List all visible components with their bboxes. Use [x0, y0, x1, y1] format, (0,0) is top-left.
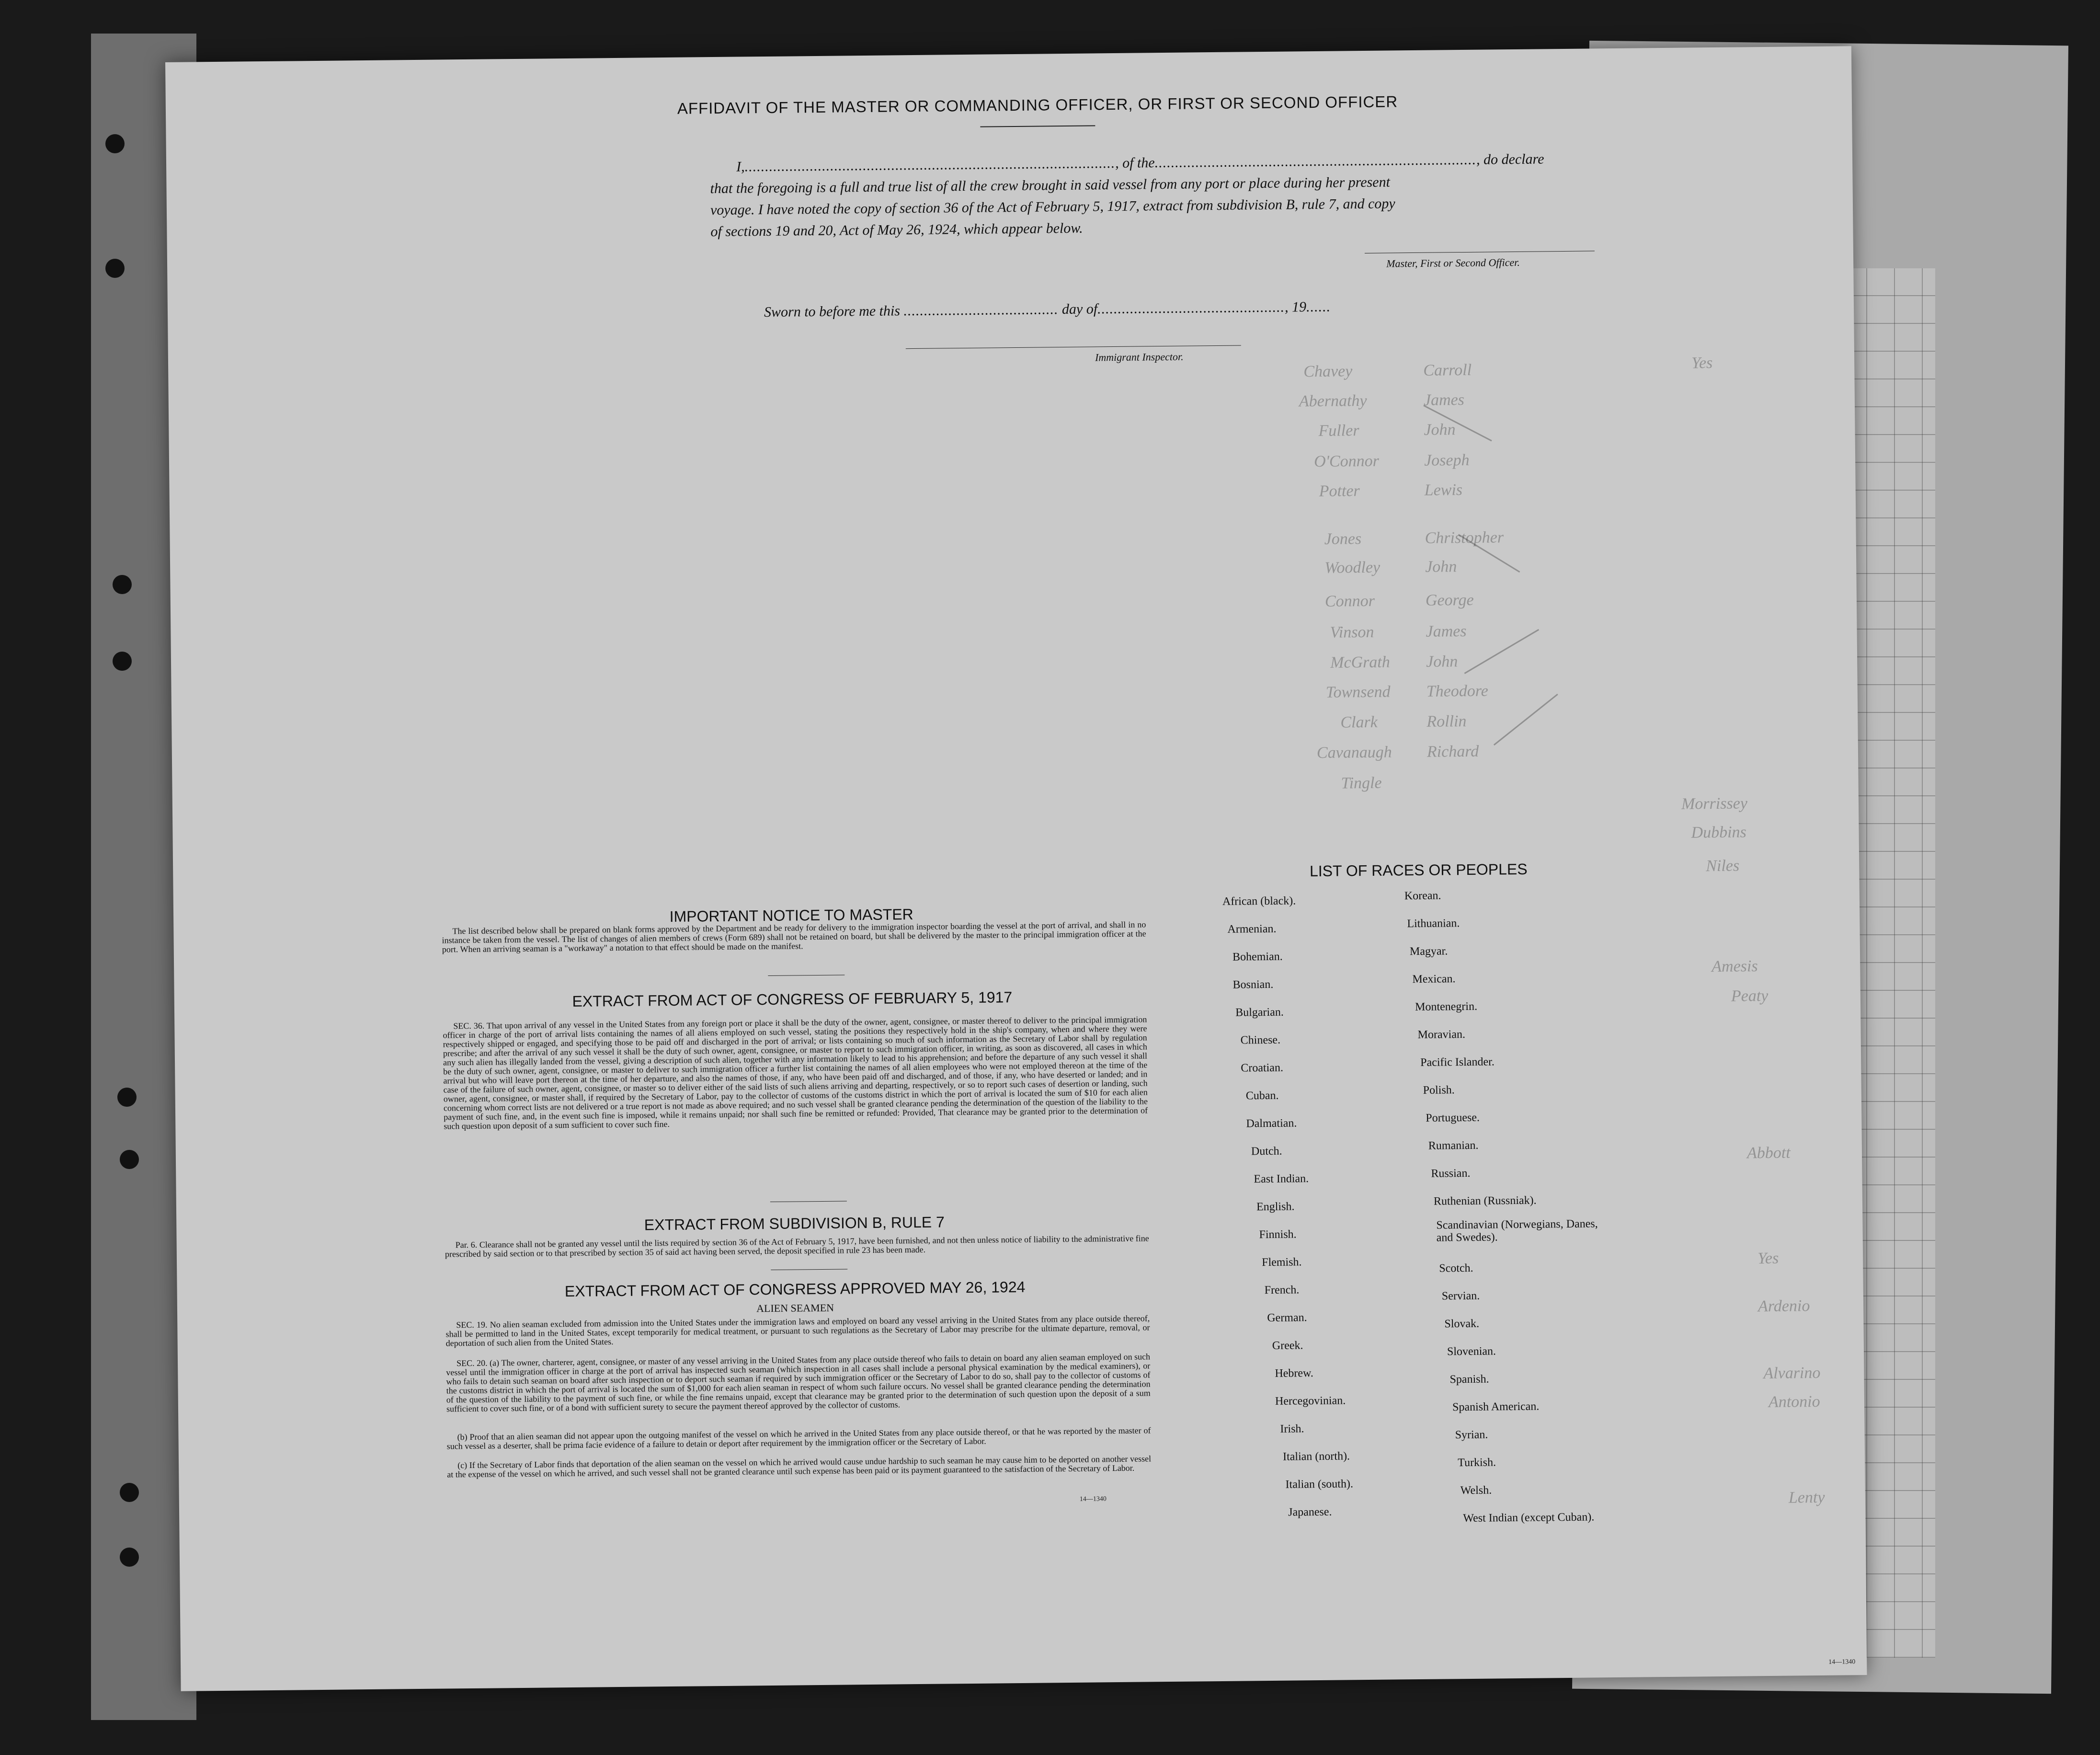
affidavit-page — [165, 46, 1867, 1691]
race-item: Hercegovinian. — [1275, 1394, 1346, 1408]
race-item: African (black). — [1222, 895, 1296, 908]
race-item: Servian. — [1441, 1289, 1480, 1303]
race-item: Magyar. — [1409, 945, 1448, 958]
bleed-name: McGrath — [1330, 653, 1390, 672]
race-item: Dutch. — [1251, 1145, 1282, 1158]
bleed-name: Townsend — [1325, 683, 1391, 701]
title-rule — [980, 125, 1095, 127]
bleed-note: Yes — [1691, 354, 1713, 372]
bleed-name: John — [1424, 421, 1456, 439]
bleed-name: Alvarino — [1763, 1364, 1821, 1383]
race-item: French. — [1264, 1284, 1300, 1297]
race-item: Croatian. — [1241, 1061, 1284, 1075]
race-item: East Indian. — [1254, 1172, 1309, 1186]
master-signature-line[interactable] — [1365, 251, 1595, 253]
race-item: Russian. — [1431, 1167, 1471, 1180]
bleed-name: Tingle — [1341, 774, 1382, 792]
bleed-name: James — [1426, 622, 1467, 641]
bleed-name: Chavey — [1303, 362, 1353, 381]
bleed-name: Peaty — [1731, 986, 1769, 1005]
bleed-name: Carroll — [1423, 361, 1472, 379]
sworn-month-blank[interactable]: .............................................. — [1097, 299, 1285, 317]
sec-20a-text: SEC. 20. (a) The owner, charterer, agent, consignee, or master of any vessel arriving in the United States from any place outside thereof who fails to detain on board any alien seaman employed on such vessel until the immigration officer in charge at the port of arrival has inspected such seaman (which inspection in all cases shall include a personal physical examination by the medical examiners), or who fails to detain such seaman on board after such inspection or to deport such seaman if required by such immigration officer or the Secretary of Labor to do so, shall pay to the collector of customs of the customs district in which the port of arrival is located the sum of $1,000 for each alien seaman in respect of whom such failure occurs. No vessel shall be granted clearance pending the determination of the question of the liability to the payment of such fine, or while the fine remains unpaid, except that clearance may be granted prior to the determination of such question upon the deposit of a sum sufficient to cover such fine, or of a bond with sufficient surety to secure the payment thereof approved by the collector of customs. — [446, 1352, 1151, 1414]
race-item: Finnish. — [1259, 1228, 1297, 1241]
race-item: Scotch. — [1439, 1262, 1473, 1275]
corner-form-number: 14—1340 — [1828, 1658, 1856, 1666]
form-number: 14—1340 — [1079, 1495, 1107, 1503]
notice-title: IMPORTANT NOTICE TO MASTER — [669, 906, 913, 925]
sec-19-text: SEC. 19. No alien seaman excluded from admission into the United States under the immigration laws and employed on board any vessel arriving in the United States from any place outside thereof, shall be permitted to land in the United States, except temporarily for medical treatment, or pursuant to such regulations as the Secretary of Labor may prescribe for the ultimate departure, removal, or deportation of such alien from the United States. — [445, 1313, 1150, 1348]
bleed-name: James — [1423, 391, 1465, 409]
bleed-name: Joseph — [1424, 451, 1470, 470]
binder-hole-icon — [120, 1150, 139, 1169]
race-item: Japanese. — [1288, 1505, 1332, 1519]
section-rule — [770, 1201, 847, 1202]
extract-1917-text: SEC. 36. That upon arrival of any vessel in the United States from any foreign port or place it shall be the duty of the owner, agent, consignee, or master thereof to deliver to the principal immigration officer in charge of the port of arrival lists containing the names of all aliens employed on such vessel, stating the positions they respectively hold in the ship's company, when and where they were respectively shipped or engaged, and specifying those to be paid off and discharged in the port of arrival; or lists containing so much of such information as the Secretary of Labor shall by regulation prescribe; and after the arrival of any such vessel it shall be the duty of such owner, agent, consignee, or master to report to such immigration officer, in writing, as soon as discovered, all cases in which any such alien has illegally landed from the vessel, giving a description of such alien, together with any information likely to lead to his apprehension; and before the departure of any such vessel it shall be the duty of such owner, agent, consignee, or master to deliver to such immigration officer a further list containing the names of all alien employees who were not employed thereon at the time of the arrival but who will leave port thereon at the time of her departure, and also the names of those, if any, who have been paid off and discharged, and of those, if any, who have deserted or landed; and in case of the failure of such owner, agent, consignee, or master so to deliver either of the said lists of such aliens arriving and departing, respectively, or so to report such cases of desertion or landing, such owner, agent, consignee, or master shall, if required by the Secretary of Labor, pay to the collector of customs of the customs district in which the port of arrival is located the sum of $10 for each alien concerning whom correct lists are not delivered or a true report is not made as above required; and no such vessel shall be granted clearance pending the determination of the question of the liability to the payment of such fine, and, in the event such fine is imposed, while it remains unpaid; nor shall such fine be remitted or refunded: Provided, That clearance may be granted prior to the determination of such question upon deposit of a sum sufficient to cover such fine. — [443, 1014, 1148, 1131]
inspector-label: Immigrant Inspector. — [1095, 350, 1184, 364]
affidavit-line-2: that the foregoing is a full and true list of all the crew brought in said vessel from any port or place during her present — [710, 174, 1391, 197]
bleed-name: Lewis — [1424, 481, 1463, 499]
race-item: Lithuanian. — [1407, 917, 1460, 930]
bleed-name: John — [1426, 653, 1458, 671]
bleed-name: Amesis — [1712, 957, 1758, 976]
sec-20b-text: (b) Proof that an alien seaman did not appear upon the outgoing manifest of the vessel on which he arrived in the United States from any place outside thereof, or that he was reported by the master of such vessel as a deserter, shall be prima facie evidence of a failure to detain or deport after requirement by the immigration officer or the Secretary of Labor. — [446, 1425, 1151, 1451]
bleed-name: Clark — [1340, 713, 1378, 732]
section-rule — [771, 1269, 847, 1270]
extract-1917-title: EXTRACT FROM ACT OF CONGRESS OF FEBRUARY 5, 1917 — [572, 988, 1013, 1010]
binder-hole-icon — [120, 1483, 139, 1502]
race-item: Dalmatian. — [1246, 1117, 1297, 1130]
race-item: Flemish. — [1262, 1256, 1302, 1269]
affidavit-line-1 — [736, 151, 1544, 175]
bleed-name: Theodore — [1426, 682, 1488, 700]
race-item: Irish. — [1280, 1422, 1304, 1435]
binder-hole-icon — [113, 652, 132, 671]
bleed-name: Lenty — [1788, 1488, 1825, 1507]
sec-20c-text: (c) If the Secretary of Labor finds that deportation of the alien seaman on the vessel on which he arrived would cause undue hardship to such seaman he may cause him to be deported on another vessel at the expense of the vessel on which he arrived, and such vessel shall not be granted clearance until such expense has been paid or its payment guaranteed to the satisfaction of the Secretary of Labor. — [447, 1454, 1152, 1480]
bleed-scribble — [1464, 629, 1540, 674]
races-title: LIST OF RACES OR PEOPLES — [1309, 860, 1528, 880]
bleed-name: Cavanaugh — [1316, 743, 1392, 762]
sworn-day-blank[interactable]: ...................................... — [903, 301, 1059, 319]
affidavit-i: I, — [736, 159, 745, 175]
race-item: Rumanian. — [1428, 1139, 1479, 1152]
race-item: Scandinavian (Norwegians, Danes, and Swedes). — [1436, 1217, 1598, 1244]
race-item: Slovak. — [1444, 1317, 1480, 1331]
bleed-name: Niles — [1706, 857, 1740, 875]
race-item: Portuguese. — [1426, 1111, 1480, 1124]
bleed-name: Potter — [1319, 482, 1360, 500]
race-item: Hebrew. — [1275, 1367, 1313, 1380]
race-item: Polish. — [1423, 1084, 1455, 1097]
race-item: Italian (north). — [1282, 1450, 1350, 1463]
rule-7-title: EXTRACT FROM SUBDIVISION B, RULE 7 — [644, 1213, 945, 1234]
race-item: Moravian. — [1417, 1028, 1466, 1041]
affidavit-declare: , do declare — [1476, 151, 1544, 168]
race-item: Ruthenian (Russniak). — [1433, 1194, 1537, 1208]
race-item: Mexican. — [1412, 973, 1456, 986]
bleed-name: Christopher — [1425, 528, 1504, 547]
bleed-name: Abbott — [1746, 1144, 1791, 1162]
name-blank[interactable]: ........................................................................................... — [744, 155, 1116, 175]
alien-seamen-subtitle: ALIEN SEAMEN — [756, 1301, 834, 1315]
bleed-name: Woodley — [1324, 558, 1381, 577]
race-item: Italian (south). — [1285, 1478, 1354, 1491]
sworn-year-blank[interactable]: ...... — [1306, 298, 1331, 315]
bleed-name: Antonio — [1768, 1392, 1820, 1411]
bleed-name: Abernathy — [1299, 391, 1367, 411]
binder-hole-icon — [113, 575, 132, 594]
sworn-line — [764, 299, 1331, 321]
race-item: Pacific Islander. — [1420, 1055, 1495, 1069]
race-item: Welsh. — [1460, 1484, 1492, 1497]
race-item: Montenegrin. — [1415, 1000, 1478, 1014]
race-item: Turkish. — [1458, 1456, 1496, 1469]
bleed-name: Dubbins — [1691, 823, 1746, 842]
race-item: Armenian. — [1227, 922, 1277, 936]
binder-hole-icon — [105, 134, 125, 153]
binder-hole-icon — [105, 259, 125, 278]
race-item: Greek. — [1272, 1339, 1303, 1352]
extract-1924-title: EXTRACT FROM ACT OF CONGRESS APPROVED MAY 26, 1924 — [564, 1278, 1026, 1300]
section-rule — [768, 975, 845, 976]
year-label: , 19 — [1284, 299, 1307, 315]
bleed-name: Richard — [1427, 742, 1479, 761]
bleed-name: George — [1425, 591, 1474, 609]
vessel-blank[interactable]: ............................................................................... — [1154, 151, 1477, 171]
bleed-name: Ardenio — [1758, 1297, 1810, 1316]
bleed-name: O'Connor — [1313, 452, 1380, 471]
bleed-name: Rollin — [1427, 712, 1467, 731]
rule-7-text: Par. 6. Clearance shall not be granted any vessel until the lists required by section 36 of the Act of February 5, 1917, have been furnished, and not then unless notice of liability to the administrative fine prescribed by said section or to that prescribed by section 35 of said act having been served, the deposit specified in rule 23 has been made. — [445, 1233, 1149, 1259]
race-item: Korean. — [1404, 889, 1441, 903]
notice-text: The list described below shall be prepared on blank forms approved by the Department and be ready for delivery to the immigration inspector boarding the vessel at the port of arrival, and shall in no instance be taken from the vessel. The list of changes of alien members of crews (Form 689) shall not be retained on board, but shall be delivered by the master to the principal immigration officer at the port. When an arriving seaman is a "workaway" a notation to that effect should be made on the manifest. — [442, 919, 1146, 954]
bleed-scribble — [1494, 694, 1558, 746]
bleed-name: Connor — [1324, 592, 1375, 610]
bleed-name: Vinson — [1330, 623, 1374, 642]
affidavit-line-3: voyage. I have noted the copy of section 36 of the Act of February 5, 1917, extract from subdivision B, rule 7, and copy — [710, 195, 1395, 218]
affidavit-title: AFFIDAVIT OF THE MASTER OR COMMANDING OFFICER, OR FIRST OR SECOND OFFICER — [677, 92, 1398, 117]
affidavit-line-4: of sections 19 and 20, Act of May 26, 1924, which appear below. — [710, 220, 1083, 240]
master-label: Master, First or Second Officer. — [1386, 256, 1520, 270]
bleed-name: John — [1425, 558, 1457, 576]
race-item: Slovenian. — [1447, 1345, 1496, 1358]
race-item: English. — [1256, 1200, 1295, 1214]
race-item: Bohemian. — [1232, 950, 1283, 964]
bleed-note: Yes — [1757, 1249, 1779, 1268]
binder-hole-icon — [120, 1548, 139, 1567]
race-item: German. — [1267, 1311, 1307, 1325]
race-item: Spanish American. — [1452, 1400, 1540, 1414]
inspector-signature-line[interactable] — [906, 345, 1241, 349]
race-item: Cuban. — [1245, 1089, 1279, 1102]
bleed-name: Fuller — [1318, 422, 1359, 440]
bleed-name: Jones — [1324, 530, 1362, 548]
day-of-label: day of — [1061, 301, 1098, 318]
bleed-name: Morrissey — [1681, 794, 1748, 813]
race-item: Bulgarian. — [1235, 1006, 1284, 1019]
race-item: Syrian. — [1455, 1428, 1488, 1442]
race-item: Spanish. — [1449, 1373, 1489, 1386]
sworn-label: Sworn to before me this — [764, 303, 901, 321]
affidavit-of-the: , of the — [1115, 155, 1155, 171]
race-item: West Indian (except Cuban). — [1463, 1511, 1595, 1525]
binder-hole-icon — [117, 1088, 137, 1107]
race-item: Bosnian. — [1233, 978, 1274, 991]
race-item: Chinese. — [1240, 1033, 1281, 1047]
